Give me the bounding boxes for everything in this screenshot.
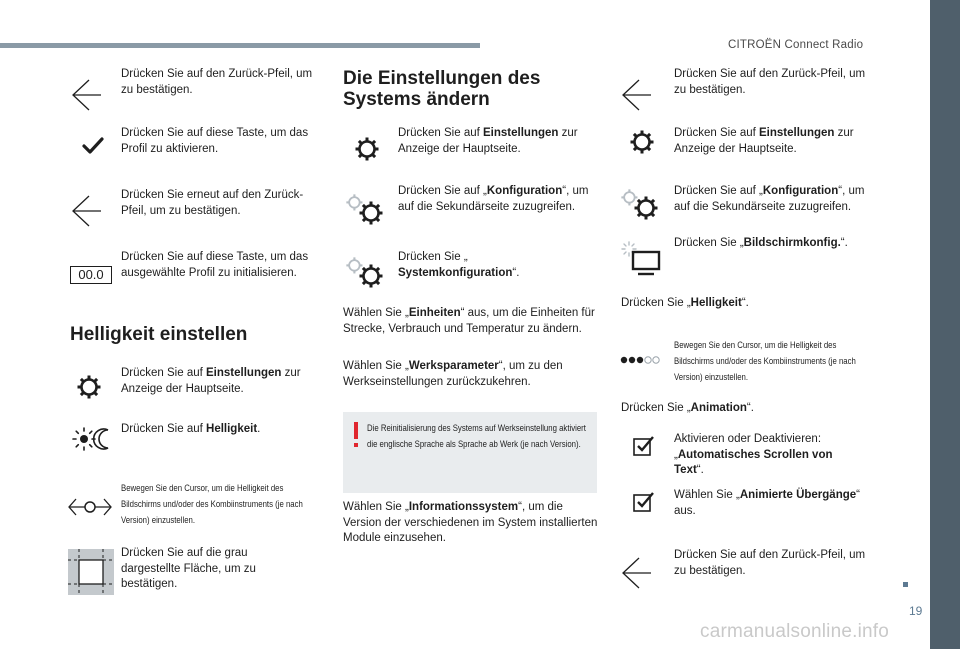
checkbox-checked-icon [633, 435, 655, 457]
settings-gear-icon [77, 375, 101, 399]
header-rule [0, 43, 480, 48]
brightness-level-icon [620, 355, 660, 365]
page-marker [903, 582, 908, 587]
reset-icon: 00.0 [70, 266, 112, 284]
step-text: Drücken Sie auf diese Taste, um das Profil zu aktivieren. [121, 127, 309, 155]
step-text: Aktivieren oder Deaktivieren: „Automatisches Scrollen von Text“. [674, 433, 833, 476]
grey-area-icon [68, 549, 114, 595]
page-number: 19 [909, 604, 923, 618]
warning-exclamation-icon [351, 422, 361, 448]
step-text: Bewegen Sie den Cursor, um die Helligkeit des Bildschirms und/oder des Kombiinstruments (je nach Version) einzustellen. [121, 483, 303, 526]
settings-gear-icon [630, 130, 654, 154]
watermark: carmanualsonline.info [700, 621, 890, 642]
step-text: Drücken Sie auf „Konfiguration“, um auf die Sekundärseite zuzugreifen. [674, 185, 865, 213]
step-text: Drücken Sie auf den Zurück-Pfeil, um zu bestätigen. [674, 549, 866, 577]
step-text: Drücken Sie „Bildschirmkonfig.“. [674, 237, 848, 249]
step-text: Bewegen Sie den Cursor, um die Helligkeit des Bildschirms und/oder des Kombiinstruments (je nach Version) einzustellen. [674, 340, 856, 383]
step-text: Drücken Sie auf Helligkeit. [121, 423, 261, 435]
slider-cursor-icon [68, 496, 112, 518]
screen-configuration-icon [621, 241, 663, 277]
step-text: Drücken Sie auf Einstellungen zur Anzeige der Hauptseite. [674, 127, 854, 155]
settings-gear-icon [355, 137, 379, 161]
back-arrow-icon [72, 194, 102, 228]
warning-note-text: Die Reinitialisierung des Systems auf Werkseinstellung aktiviert die englische Sprache als Sprache ab Werk (je nach Version). [367, 423, 586, 450]
step-text: Drücken Sie auf „Konfiguration“, um auf die Sekundärseite zuzugreifen. [398, 185, 589, 213]
brightness-icon [72, 426, 112, 452]
step-text: Drücken Sie erneut auf den Zurück-Pfeil, um zu bestätigen. [121, 189, 304, 217]
back-arrow-icon [72, 78, 102, 112]
section-heading-system: Die Einstellungen des Systems ändern [343, 68, 541, 110]
header-title: CITROËN Connect Radio [728, 39, 864, 51]
section-heading-brightness: Helligkeit einstellen [70, 324, 248, 345]
step-text: Wählen Sie „Animierte Übergänge“ aus. [674, 489, 860, 517]
checkbox-checked-icon [633, 491, 655, 513]
step-text: Drücken Sie „ Systemkonfiguration“. [398, 251, 520, 279]
step-text: Drücken Sie auf diese Taste, um das ausgewählte Profil zu initialisieren. [121, 251, 309, 279]
system-configuration-icon [345, 256, 385, 290]
configuration-icon [345, 193, 385, 227]
paragraph-units: Wählen Sie „Einheiten“ aus, um die Einheiten für Strecke, Verbrauch und Temperatur zu ändern. [343, 307, 595, 335]
step-text: Drücken Sie auf die grau dargestellte Fläche, um zu bestätigen. [121, 547, 256, 590]
paragraph-info-system: Wählen Sie „Informationssystem“, um die Version der verschiedenen im System installierten Module einzusehen. [343, 501, 598, 544]
page-edge-bar [930, 0, 960, 649]
paragraph-factory: Wählen Sie „Werksparameter“, um zu den Werkseinstellungen zurückzukehren. [343, 360, 563, 388]
step-text: Drücken Sie „Helligkeit“. [621, 297, 749, 309]
checkmark-icon [82, 137, 104, 155]
step-text: Drücken Sie auf den Zurück-Pfeil, um zu bestätigen. [674, 68, 866, 96]
step-text: Drücken Sie auf Einstellungen zur Anzeige der Hauptseite. [121, 367, 301, 395]
back-arrow-icon [622, 78, 652, 112]
configuration-icon [620, 188, 660, 222]
step-text: Drücken Sie „Animation“. [621, 402, 754, 414]
step-text: Drücken Sie auf Einstellungen zur Anzeige der Hauptseite. [398, 127, 578, 155]
back-arrow-icon [622, 556, 652, 590]
step-text: Drücken Sie auf den Zurück-Pfeil, um zu bestätigen. [121, 68, 313, 96]
